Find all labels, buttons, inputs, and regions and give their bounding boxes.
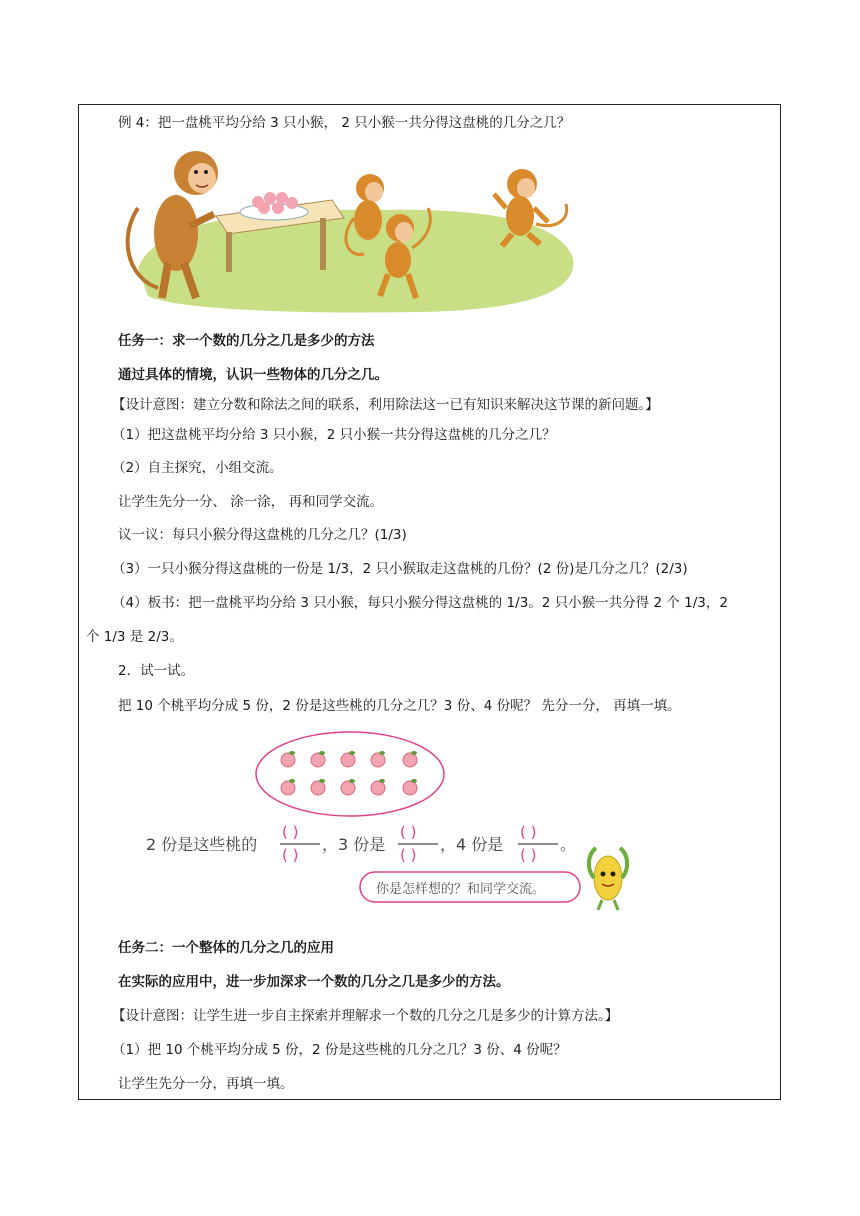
fraction-sentence-end: 。 bbox=[560, 835, 577, 854]
fraction-3-numerator: ( ) bbox=[520, 823, 537, 841]
fraction-1-numerator: ( ) bbox=[282, 823, 299, 841]
task1-step-2: （2）自主探究，小组交流。 bbox=[112, 460, 283, 476]
task2-fill-line: 让学生先分一分，再填一填。 bbox=[118, 1076, 294, 1092]
try-heading: 2．试一试。 bbox=[118, 663, 195, 679]
fraction-sentence-part-3: ，4 份是 bbox=[440, 835, 504, 854]
task2-title: 任务二：一个整体的几分之几的应用 bbox=[118, 940, 334, 956]
task1-goal: 通过具体的情境，认识一些物体的几分之几。 bbox=[118, 367, 388, 383]
task2-goal: 在实际的应用中，进一步加深求一个数的几分之几是多少的方法。 bbox=[118, 974, 510, 990]
fraction-sentence-part-2: ，3 份是 bbox=[322, 835, 386, 854]
example-4-text: 例 4：把一盘桃平均分给 3 只小猴， 2 只小猴一共分得这盘桃的几分之几？ bbox=[118, 115, 571, 131]
task1-step-4-line-1: （4）板书：把一盘桃平均分给 3 只小猴，每只小猴分得这盘桃的 1/3。2 只小猴一共分得 2 个 1/3，2 bbox=[112, 595, 728, 611]
try-text: 把 10 个桃平均分成 5 份，2 份是这些桃的几分之几？3 份、4 份呢？ 先分一分， 再填一填。 bbox=[118, 698, 681, 714]
task1-discuss: 议一议：每只小猴分得这盘桃的几分之几？(1/3) bbox=[118, 527, 407, 543]
task1-step-1: （1）把这盘桃平均分给 3 只小猴，2 只小猴一共分得这盘桃的几分之几？ bbox=[112, 427, 556, 443]
task1-design-intent: 【设计意图：建立分数和除法之间的联系，利用除法这一已有知识来解决这节课的新问题。】 bbox=[112, 397, 659, 413]
peaches-fraction-figure bbox=[140, 728, 640, 914]
task2-step-1: （1）把 10 个桃平均分成 5 份，2 份是这些桃的几分之几？3 份、4 份呢？ bbox=[112, 1042, 567, 1058]
peaches-ellipse bbox=[256, 732, 444, 816]
task1-step-4-line-2: 个 1/3 是 2/3。 bbox=[86, 629, 183, 645]
fraction-2-numerator: ( ) bbox=[400, 823, 417, 841]
fraction-1-denominator: ( ) bbox=[282, 846, 299, 864]
task2-design-intent: 【设计意图：让学生进一步自主探索并理解求一个数的几分之几是多少的计算方法。】 bbox=[112, 1008, 619, 1024]
monkeys-peaches-illustration bbox=[118, 138, 580, 314]
task1-title: 任务一：求一个数的几分之几是多少的方法 bbox=[118, 333, 375, 349]
task1-divide-line: 让学生先分一分、 涂一涂， 再和同学交流。 bbox=[118, 494, 384, 510]
corn-character bbox=[589, 848, 627, 910]
fraction-sentence-part-1: 2 份是这些桃的 bbox=[146, 835, 258, 854]
task1-step-3: （3）一只小猴分得这盘桃的一份是 1/3，2 只小猴取走这盘桃的几份？(2 份)是几分之几？(2/3) bbox=[112, 561, 688, 577]
fraction-2-denominator: ( ) bbox=[400, 846, 417, 864]
fraction-3-denominator: ( ) bbox=[520, 846, 537, 864]
speech-bubble-text: 你是怎样想的？和同学交流。 bbox=[376, 882, 546, 897]
